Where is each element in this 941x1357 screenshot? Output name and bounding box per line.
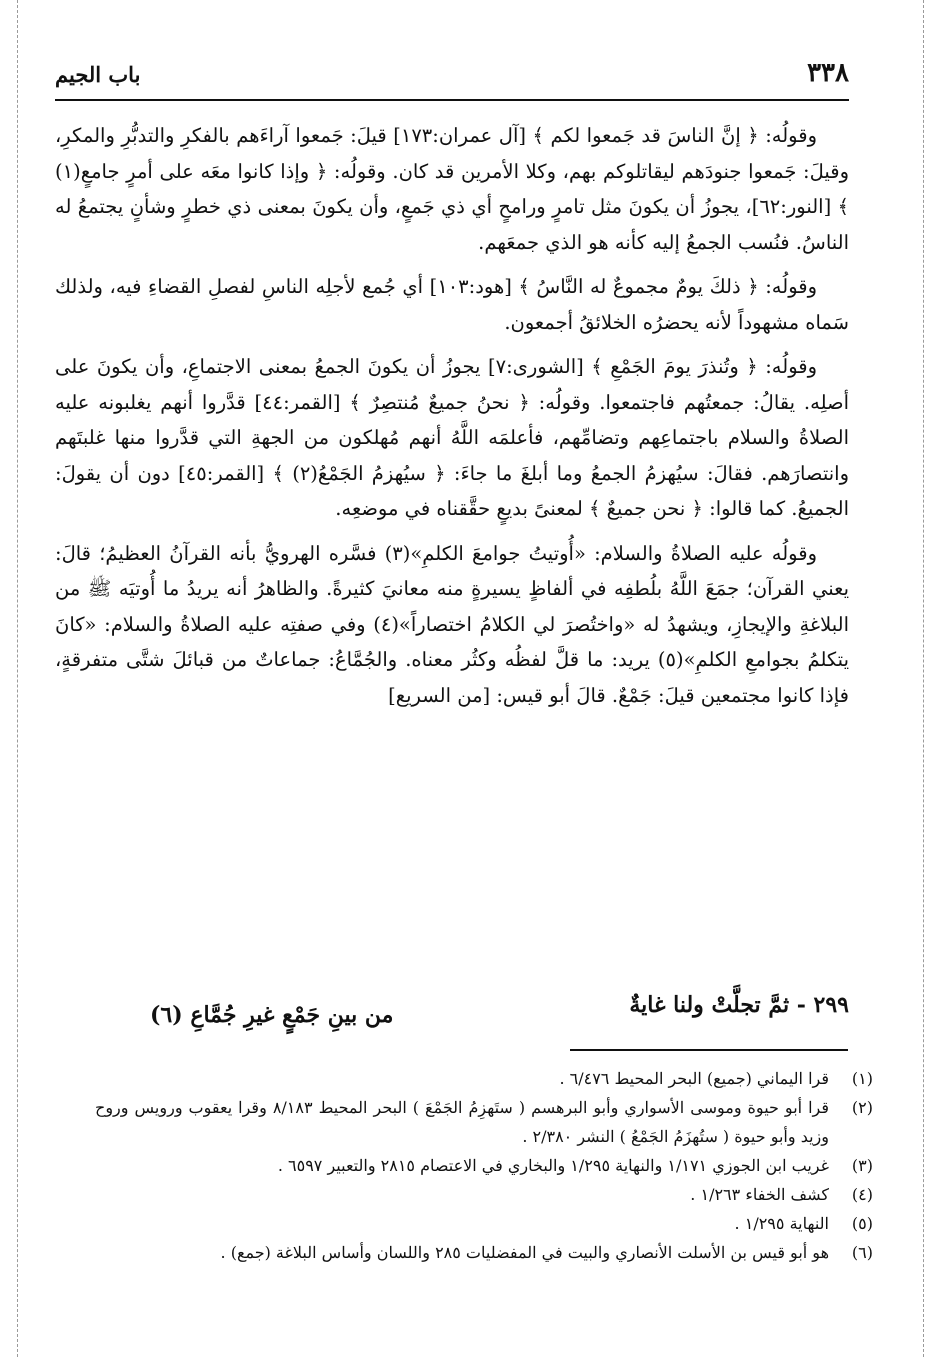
footnote xyxy=(95,1151,873,1180)
footnote-number: (٢) xyxy=(851,1098,873,1117)
footnote-number: (١) xyxy=(851,1069,873,1088)
footnote xyxy=(95,1209,873,1238)
footnote-number: (٦) xyxy=(851,1243,873,1262)
header-rule xyxy=(55,99,849,101)
footnote xyxy=(95,1238,873,1267)
footnote-separator xyxy=(570,1049,848,1051)
footnote-number: (٥) xyxy=(851,1214,873,1233)
footnote xyxy=(95,1064,873,1093)
footnote-text: النهاية ١/٢٩٥ . xyxy=(734,1214,829,1233)
paragraph: وقولُه: ﴿ إنَّ الناسَ قد جَمعوا لكم ﴾ [آل عمران:١٧٣] قيلَ: جَمعوا آراءَهم بالفكرِ والتدبُّرِ والمكرِ، وقيلَ: جَمعوا جنودَهم ليقاتلوكم بهم، وكلا الأمرين قد كان. وقولُه: ﴿ وإذا كانوا معَه على أمرٍ جامعٍ(١) ﴾ [النور:٦٢]، يجوزُ أن يكونَ مثل تامرٍ ورامحٍ أي ذي جَمعٍ، وأن يكونَ بمعنى ذي خطرٍ وشأنٍ يجتمعُ له الناسُ. فنُسب الجمعُ إليه كأنه هو الذي جمعَهم. xyxy=(55,124,849,254)
footnotes xyxy=(95,1064,873,1267)
paragraph: وقولُه: ﴿ ذلكَ يومٌ مجموعٌ له النَّاسُ ﴾ [هود:١٠٣] أي جُمع لأجلِه الناسِ لفصلِ القضاءِ فيه، ولذلك سَماه مشهوداً لأنه يحضرُه الخلائقُ أجمعون. xyxy=(55,275,849,334)
paragraph: وقولُه: ﴿ وتُنذرَ يومَ الجَمْعِ ﴾ [الشورى:٧] يجوزُ أن يكونَ الجمعُ بمعنى الاجتماعِ، وأن يكونَ على أصلِه. يقالُ: جمعتُهم فاجتمعوا. وقولُه: ﴿ نحنُ جميعٌ مُنتصِرٌ ﴾ [القمر:٤٤] قدَّروا أنهم يغلبونه عليه الصلاةُ والسلام باجتماعِهم وتضامِّهم، فأعلمَه اللَّهُ أنهم مُهلكون من الجهةِ التي قدَّروا منها غلبتَهم وانتصارَهم. فقالَ: سيُهزمُ الجمعُ وما أبلغَ ما جاءَ: ﴿ سيُهزمُ الجَمْعُ(٢) ﴾ [القمر:٤٥] دون أن يقولَ: الجميعُ. كما قالوا: ﴿ نحن جميعٌ ﴾ لمعنىً بديعٍ حقَّقناه في موضعِه. xyxy=(55,355,849,520)
verse-hemistich-first: ٢٩٩ - ثمَّ تجلَّتْ ولنا غايةٌ xyxy=(629,992,849,1018)
page-number: ٣٣٨ xyxy=(807,58,849,88)
verse-hemistich-second: من بينِ جَمْعٍ غيرِ جُمَّاعِ (٦) xyxy=(150,1002,394,1028)
footnote-number: (٤) xyxy=(851,1185,873,1204)
poetry-verse xyxy=(150,992,849,1036)
main-text xyxy=(55,118,849,722)
footnote-text: هو أبو قيس بن الأسلت الأنصاري والبيت في المفضليات ٢٨٥ واللسان وأساس البلاغة (جمع) . xyxy=(220,1243,829,1262)
footnote-text: غريب ابن الجوزي ١/١٧١ والنهاية ١/٢٩٥ والبخاري في الاعتصام ٢٨١٥ والتعبير ٦٥٩٧ . xyxy=(277,1156,829,1175)
footnote-text: كشف الخفاء ١/٢٦٣ . xyxy=(690,1185,829,1204)
footnote-number: (٣) xyxy=(851,1156,873,1175)
paragraph: وقولُه عليه الصلاةُ والسلام: «أُوتيتُ جوامعَ الكلمِ»(٣) فسَّره الهرويُّ بأنه القرآنُ العظيمُ؛ قالَ: يعني القرآن؛ جمَعَ اللَّهُ بلُطفِه في ألفاظٍ يسيرةٍ منه معانيَ كثيرةً. والظاهرُ أنه يريدُ ما أُوتيَه ﷺ من البلاغةِ والإيجازِ، ويشهدُ له «واختُصرَ لي الكلامُ اختصاراً»(٤) وفي صفتِه عليه الصلاةُ والسلام: «كانَ يتكلمُ بجوامعِ الكلمِ»(٥) يريد: ما قلَّ لفظُه وكثُر معناه. والجُمَّاعُ: جماعاتٌ من قبائلَ شتَّى متفرقةٍ، فإذا كانوا مجتمعين قيلَ: جَمْعٌ. قالَ أبو قيس: [من السريع] xyxy=(55,541,849,707)
footnote-text: قرا اليماني (جميع) البحر المحيط ٦/٤٧٦ . xyxy=(559,1069,829,1088)
scan-margin-dots xyxy=(923,0,924,1357)
page-header xyxy=(55,52,849,102)
footnote xyxy=(95,1180,873,1209)
scan-margin-dots xyxy=(17,0,18,1357)
footnote-text: قرا أبو حيوة وموسى الأسواري وأبو البرهسم ( ستَهزِمُ الجَمْعَ ) البحر المحيط ٨/١٨٣ وقرا يعقوب ورويس وروح وزيد وأبو حيوة ( ستُهزَمُ الجَمْعُ ) النشر ٢/٣٨٠ . xyxy=(95,1098,830,1146)
footnote xyxy=(95,1093,873,1151)
chapter-title: باب الجيم xyxy=(55,62,141,87)
